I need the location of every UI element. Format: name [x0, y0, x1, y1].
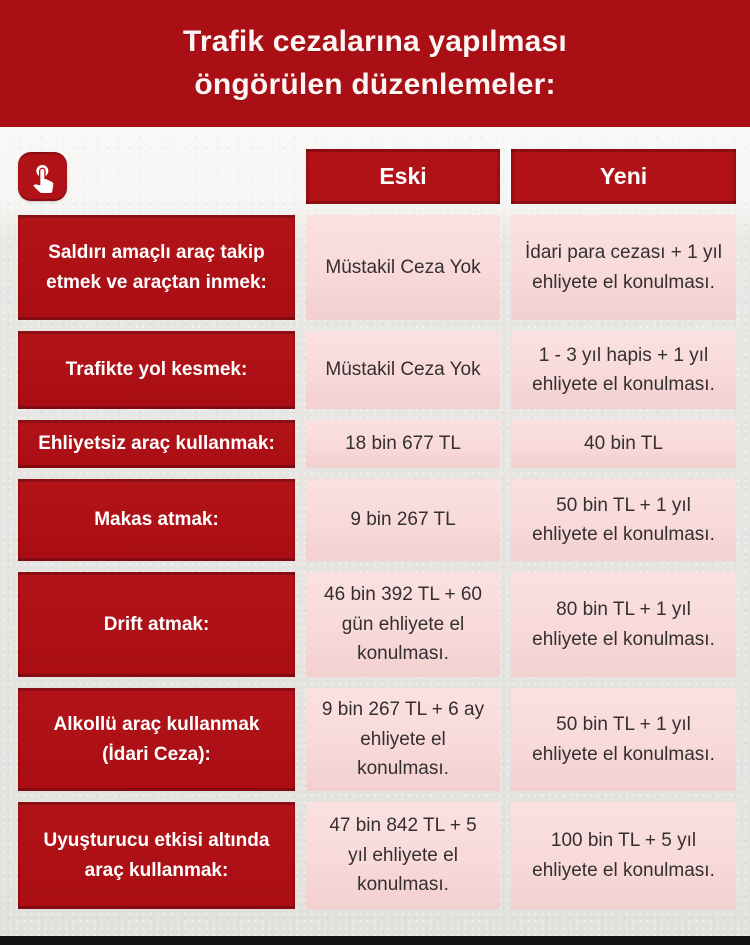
row-new-value: 80 bin TL + 1 yıl ehliyete el konulması. — [511, 572, 736, 677]
row-label: Makas atmak: — [18, 479, 295, 561]
column-header-eski: Eski — [306, 149, 500, 204]
page-title-line-2: öngörülen düzenlemeler: — [194, 68, 556, 101]
bottom-letterbox-bar — [0, 936, 750, 945]
tap-hand-icon[interactable] — [18, 152, 67, 201]
row-new-value: 50 bin TL + 1 yıl ehliyete el konulması. — [511, 688, 736, 791]
row-new-value: 1 - 3 yıl hapis + 1 yıl ehliyete el konulması. — [511, 331, 736, 409]
row-old-value: 46 bin 392 TL + 60 gün ehliyete el konulması. — [306, 572, 500, 677]
row-old-value: 9 bin 267 TL + 6 ay ehliyete el konulması. — [306, 688, 500, 791]
row-old-value: 18 bin 677 TL — [306, 420, 500, 468]
table-row — [18, 688, 750, 791]
table-row — [18, 420, 750, 468]
table-row — [18, 331, 750, 409]
row-new-value: 50 bin TL + 1 yıl ehliyete el konulması. — [511, 479, 736, 561]
row-label: Alkollü araç kullanmak (İdari Ceza): — [18, 688, 295, 791]
penalty-table — [0, 127, 750, 936]
column-header-yeni: Yeni — [511, 149, 736, 204]
table-row — [18, 572, 750, 677]
row-new-value: 100 bin TL + 5 yıl ehliyete el konulması. — [511, 802, 736, 909]
row-label: Uyuşturucu etkisi altında araç kullanmak: — [18, 802, 295, 909]
row-label: Saldırı amaçlı araç takip etmek ve araçtan inmek: — [18, 215, 295, 320]
row-new-value: İdari para cezası + 1 yıl ehliyete el konulması. — [511, 215, 736, 320]
row-old-value: 9 bin 267 TL — [306, 479, 500, 561]
table-row — [18, 802, 750, 909]
row-label: Trafikte yol kesmek: — [18, 331, 295, 409]
row-old-value: 47 bin 842 TL + 5 yıl ehliyete el konulması. — [306, 802, 500, 909]
row-label: Ehliyetsiz araç kullanmak: — [18, 420, 295, 468]
row-old-value: Müstakil Ceza Yok — [306, 331, 500, 409]
table-row — [18, 479, 750, 561]
tap-icon-cell — [18, 152, 295, 201]
row-new-value: 40 bin TL — [511, 420, 736, 468]
table-row — [18, 215, 750, 320]
page-title-line-1: Trafik cezalarına yapılması — [183, 25, 567, 58]
row-label: Drift atmak: — [18, 572, 295, 677]
table-header-row — [18, 149, 750, 204]
table-body — [18, 215, 750, 909]
title-banner — [0, 0, 750, 127]
row-old-value: Müstakil Ceza Yok — [306, 215, 500, 320]
